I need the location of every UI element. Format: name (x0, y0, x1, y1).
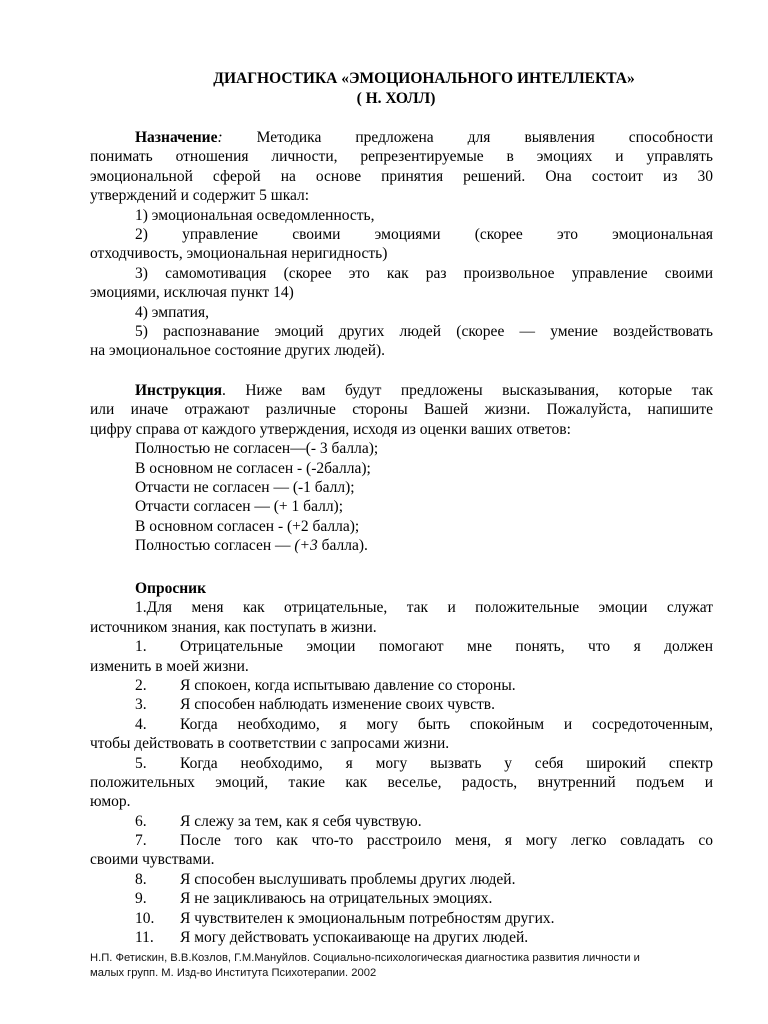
answer-option: Отчасти согласен — (+ 1 балл); (135, 498, 344, 516)
question-number: 8. (135, 870, 147, 888)
instruction-section (90, 381, 713, 556)
answer-option: Полностью не согласен—(- 3 балла); (135, 440, 379, 458)
questionnaire-section (90, 579, 713, 947)
question-intro: источником знания, как поступать в жизни. (90, 618, 377, 636)
question-item: 7. После того как что-то расстроило меня, я могу легко совладать со (135, 832, 713, 850)
question-item-cont: изменить в моей жизни. (90, 657, 249, 675)
scale-item: 3) самомотивация (скорее это как раз произвольное управление своими (135, 264, 713, 282)
answer-option: Полностью согласен — (+3 балла). (135, 537, 368, 555)
questionnaire-heading: Опросник (135, 580, 207, 597)
question-item: 8. Я способен выслушивать проблемы других людей. (135, 870, 516, 888)
question-number: 5. (135, 754, 147, 772)
answer-option: В основном не согласен - (-2балла); (135, 459, 371, 477)
question-item: 9. Я не зацикливаюсь на отрицательных эмоциях. (135, 890, 493, 908)
scale-item: 1) эмоциональная осведомленность, (135, 206, 375, 224)
instruction-label: Инструкция (135, 382, 223, 399)
scale-item: эмоциями, исключая пункт 14) (90, 284, 294, 302)
question-item: 1. Отрицательные эмоции помогают мне понять, что я должен (135, 638, 713, 656)
question-item-cont: чтобы действовать в соответствии с запросами жизни. (90, 735, 450, 753)
footer-line: Н.П. Фетискин, В.В.Козлов, Г.М.Мануйлов. Социально-психологическая диагностика развития личности и (90, 952, 640, 964)
question-item: 10. Я чувствителен к эмоциональным потребностям других. (135, 909, 555, 927)
footer-citation (90, 951, 700, 981)
question-number: 11. (135, 929, 154, 947)
instruction-line: или иначе отражают различные стороны Вашей жизни. Пожалуйста, напишите (90, 401, 713, 419)
scale-item: на эмоциональное состояние других людей). (90, 342, 386, 360)
answer-option: В основном согласен - (+2 балла); (135, 517, 360, 535)
purpose-line: эмоциональной сферой на основе принятия решений. Она состоит из 30 (90, 167, 713, 185)
question-number: 3. (135, 696, 147, 714)
purpose-line: понимать отношения личности, репрезентируемые в эмоциях и управлять (90, 148, 713, 166)
question-item: 6. Я слежу за тем, как я себя чувствую. (135, 812, 422, 830)
answer-option: Отчасти не согласен — (-1 балл); (135, 478, 355, 496)
question-number: 7. (135, 832, 147, 850)
purpose-line: утверждений и содержит 5 шкал: (90, 187, 310, 205)
scale-item: 4) эмпатия, (135, 303, 209, 321)
question-item: 5. Когда необходимо, я могу вызвать у себя широкий спектр (135, 754, 713, 772)
question-number: 10. (135, 909, 155, 927)
question-item: 4. Когда необходимо, я могу быть спокойным и сосредоточенным, (135, 715, 713, 733)
question-item: 11. Я могу действовать успокаивающе на других людей. (135, 929, 529, 947)
question-item-cont: своими чувствами. (90, 851, 215, 869)
scale-item: 5) распознавание эмоций других людей (скорее — умение воздействовать (135, 322, 713, 340)
question-number: 6. (135, 812, 147, 830)
document-title: ДИАГНОСТИКА «ЭМОЦИОНАЛЬНОГО ИНТЕЛЛЕКТА» (213, 70, 635, 87)
footer-line: малых групп. М. Изд-во Института Психотерапии. 2002 (90, 967, 377, 979)
question-number: 1. (135, 638, 147, 656)
question-item-cont: юмор. (90, 793, 131, 811)
purpose-section (90, 128, 713, 361)
question-item: 2. Я спокоен, когда испытываю давление со стороны. (135, 676, 516, 694)
question-number: 9. (135, 890, 147, 908)
question-item: 3. Я способен наблюдать изменение своих чувств. (135, 696, 495, 714)
document-author: ( Н. ХОЛЛ) (356, 90, 436, 107)
question-number: 4. (135, 715, 147, 733)
instruction-line: цифру справа от каждого утверждения, исходя из оценки ваших ответов: (90, 420, 571, 438)
scale-item: отходчивость, эмоциональная неригидность) (90, 245, 388, 263)
purpose-label: Назначение (135, 129, 218, 146)
question-item-cont: положительных эмоций, такие как веселье, радость, внутренний подъем и (90, 773, 713, 791)
question-number: 2. (135, 676, 147, 694)
scale-item: 2) управление своими эмоциями (скорее это эмоциональная (135, 225, 713, 243)
question-intro: 1.Для меня как отрицательные, так и положительные эмоции служат (135, 599, 713, 617)
instruction-line: Инструкция. Ниже вам будут предложены высказывания, которые так (135, 382, 713, 399)
purpose-line: Назначение: Методика предложена для выявления способности (135, 129, 713, 146)
